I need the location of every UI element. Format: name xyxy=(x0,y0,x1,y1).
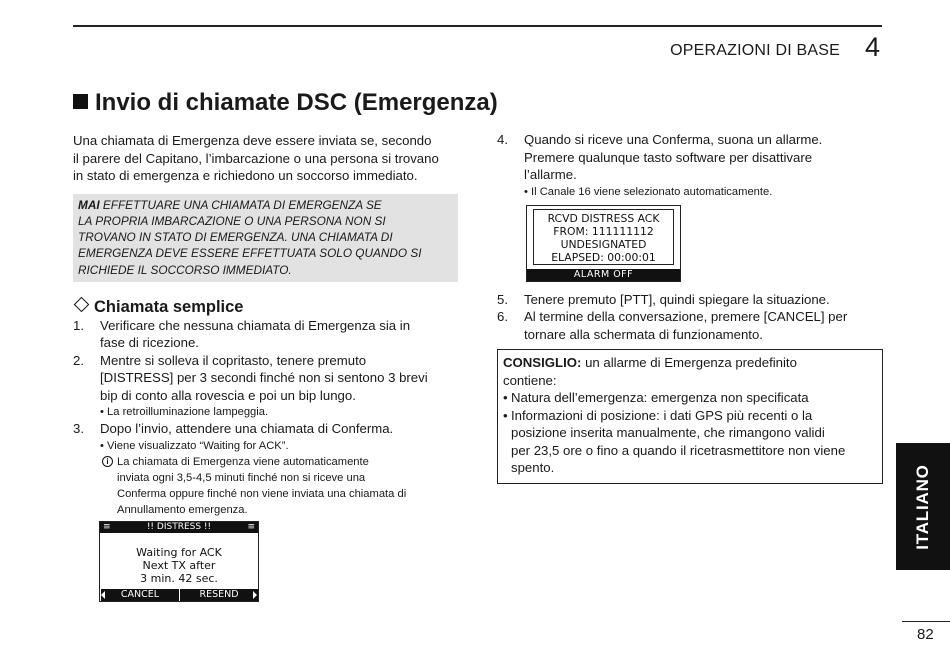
step-4 xyxy=(497,131,883,184)
step-number: 3. xyxy=(73,421,84,437)
tip-item xyxy=(503,407,877,477)
step-line: Premere qualunque tasto software per disattivare xyxy=(524,149,813,165)
softkey-cancel: CANCEL xyxy=(100,589,179,601)
step-line: Tenere premuto [PTT], quindi spiegare la situazione. xyxy=(524,291,830,307)
lcd-header-bar xyxy=(100,522,258,533)
step-number: 2. xyxy=(73,352,84,368)
page-title xyxy=(73,89,498,117)
tip-label: CONSIGLIO: xyxy=(503,355,582,370)
step-6 xyxy=(497,308,883,343)
step-number: 6. xyxy=(497,309,508,324)
note-line: La chiamata di Emergenza viene automaticamente xyxy=(117,455,369,468)
page-number-rule xyxy=(902,621,950,622)
step-line: [DISTRESS] per 3 secondi finché non si sentono 3 brevi xyxy=(100,370,428,386)
page-title-text: Invio di chiamate DSC (Emergenza) xyxy=(95,89,498,116)
lcd-ack-screen xyxy=(526,205,681,282)
language-tab xyxy=(896,443,950,570)
language-tab-label: ITALIANO xyxy=(913,463,932,550)
arrow-left-icon xyxy=(101,591,105,599)
tip-item-line: posizione inserita manualmente, che rimangono validi xyxy=(511,425,825,440)
diamond-icon xyxy=(74,297,90,313)
lcd-line: Next TX after xyxy=(142,559,216,572)
tip-text: un allarme di Emergenza predefinito xyxy=(581,355,797,370)
step-number: 4. xyxy=(497,132,508,147)
warning-line: EMERGENZA DEVE ESSERE EFFETTUATA SOLO QUANDO SI xyxy=(78,246,422,261)
step-sub-note: • Viene visualizzato “Waiting for ACK”. xyxy=(100,439,289,452)
section-name: OPERAZIONI DI BASE xyxy=(670,42,840,59)
subsection-heading-text: Chiamata semplice xyxy=(94,297,244,316)
note-line: inviata ogni 3,5-4,5 minuti finché non si riceve una xyxy=(117,471,366,484)
warning-box xyxy=(73,194,458,282)
lcd-line: RCVD DISTRESS ACK xyxy=(547,212,660,225)
note-line: Conferma oppure finché non viene inviata una chiamata di xyxy=(117,487,407,500)
warning-line: TROVANO IN STATO DI EMERGENZA. UNA CHIAMATA DI xyxy=(78,230,393,245)
lcd-softkeys xyxy=(100,589,258,601)
step-line: Mentre si solleva il copritasto, tenere premuto xyxy=(100,352,367,368)
step-sub-note: • Il Canale 16 viene selezionato automaticamente. xyxy=(524,185,773,198)
warning-lead: MAI xyxy=(78,197,100,212)
lcd-header-text: !! DISTRESS !! xyxy=(146,522,212,532)
step-1 xyxy=(73,317,458,352)
left-column xyxy=(73,132,458,518)
info-note xyxy=(73,454,458,518)
tip-item-line: spento. xyxy=(511,460,555,475)
softkey-resend: RESEND xyxy=(179,589,258,601)
tip-item xyxy=(503,389,877,407)
step-sub-note: • La retroilluminazione lampeggia. xyxy=(100,406,269,419)
step-3 xyxy=(73,420,458,438)
arrow-right-icon xyxy=(253,591,257,599)
softkey-alarm-off: ALARM OFF xyxy=(527,269,680,281)
right-column xyxy=(497,131,883,484)
step-number: 5. xyxy=(497,291,508,307)
step-line: tornare alla schermata di funzionamento. xyxy=(524,326,763,342)
lcd-line: ELAPSED: 00:00:01 xyxy=(551,251,656,264)
tip-box xyxy=(497,349,883,484)
chapter-number: 4 xyxy=(865,32,881,62)
step-line: Verificare che nessuna chiamata di Emergenza sia in xyxy=(100,317,411,333)
step-line: Quando si riceve una Conferma, suona un allarme. xyxy=(524,132,823,147)
header-rule xyxy=(73,25,882,27)
warning-line: RICHIEDE IL SOCCORSO IMMEDIATO. xyxy=(78,262,292,277)
intro-line: Una chiamata di Emergenza deve essere inviata se, secondo xyxy=(73,133,432,148)
step-line: Dopo l’invio, attendere una chiamata di Conferma. xyxy=(100,421,394,437)
note-line: Annullamento emergenza. xyxy=(117,503,248,516)
step-line: Al termine della conversazione, premere [CANCEL] per xyxy=(524,309,848,324)
lcd-body xyxy=(100,546,258,585)
step-line: l’allarme. xyxy=(524,167,577,182)
warning-line xyxy=(78,197,452,213)
lcd-line: 3 min. 42 sec. xyxy=(140,572,218,585)
step-5 xyxy=(497,291,883,309)
tip-item-line: per 23,5 ore o fino a quando il ricetrasmettitore non viene xyxy=(511,442,846,458)
intro-paragraph xyxy=(73,132,458,185)
lcd-ack-frame xyxy=(533,209,674,265)
lcd-line: Waiting for ACK xyxy=(136,546,222,559)
menu-icon: ≡ xyxy=(103,522,111,532)
square-bullet-icon xyxy=(73,94,88,109)
step-number: 1. xyxy=(73,317,84,333)
info-icon: i xyxy=(102,456,113,467)
lcd-distress-screen xyxy=(99,521,259,602)
intro-line: in stato di emergenza e richiedono un soccorso immediato. xyxy=(73,168,418,183)
step-2 xyxy=(73,352,458,405)
page-number: 82 xyxy=(917,626,934,643)
menu-icon: ≡ xyxy=(247,522,255,532)
subsection-heading xyxy=(73,297,458,317)
warning-line: LA PROPRIA IMBARCAZIONE O UNA PERSONA NON SI xyxy=(78,213,386,228)
tip-text-line: contiene: xyxy=(503,372,557,388)
step-line: bip di conto alla rovescia e poi un bip lungo. xyxy=(100,387,356,403)
tip-item-line: • Informazioni di posizione: i dati GPS più recenti o la xyxy=(511,407,813,423)
warning-first: EFFETTUARE UNA CHIAMATA DI EMERGENZA SE xyxy=(99,197,382,212)
lcd-line: FROM: 111111112 xyxy=(553,225,654,238)
step-line: fase di ricezione. xyxy=(100,335,199,351)
tip-item-line: • Natura dell’emergenza: emergenza non specificata xyxy=(511,390,809,405)
lcd-line: UNDESIGNATED xyxy=(560,238,647,251)
tip-intro xyxy=(503,354,877,372)
intro-line: il parere del Capitano, l’imbarcazione o una persona si trovano xyxy=(73,150,439,166)
